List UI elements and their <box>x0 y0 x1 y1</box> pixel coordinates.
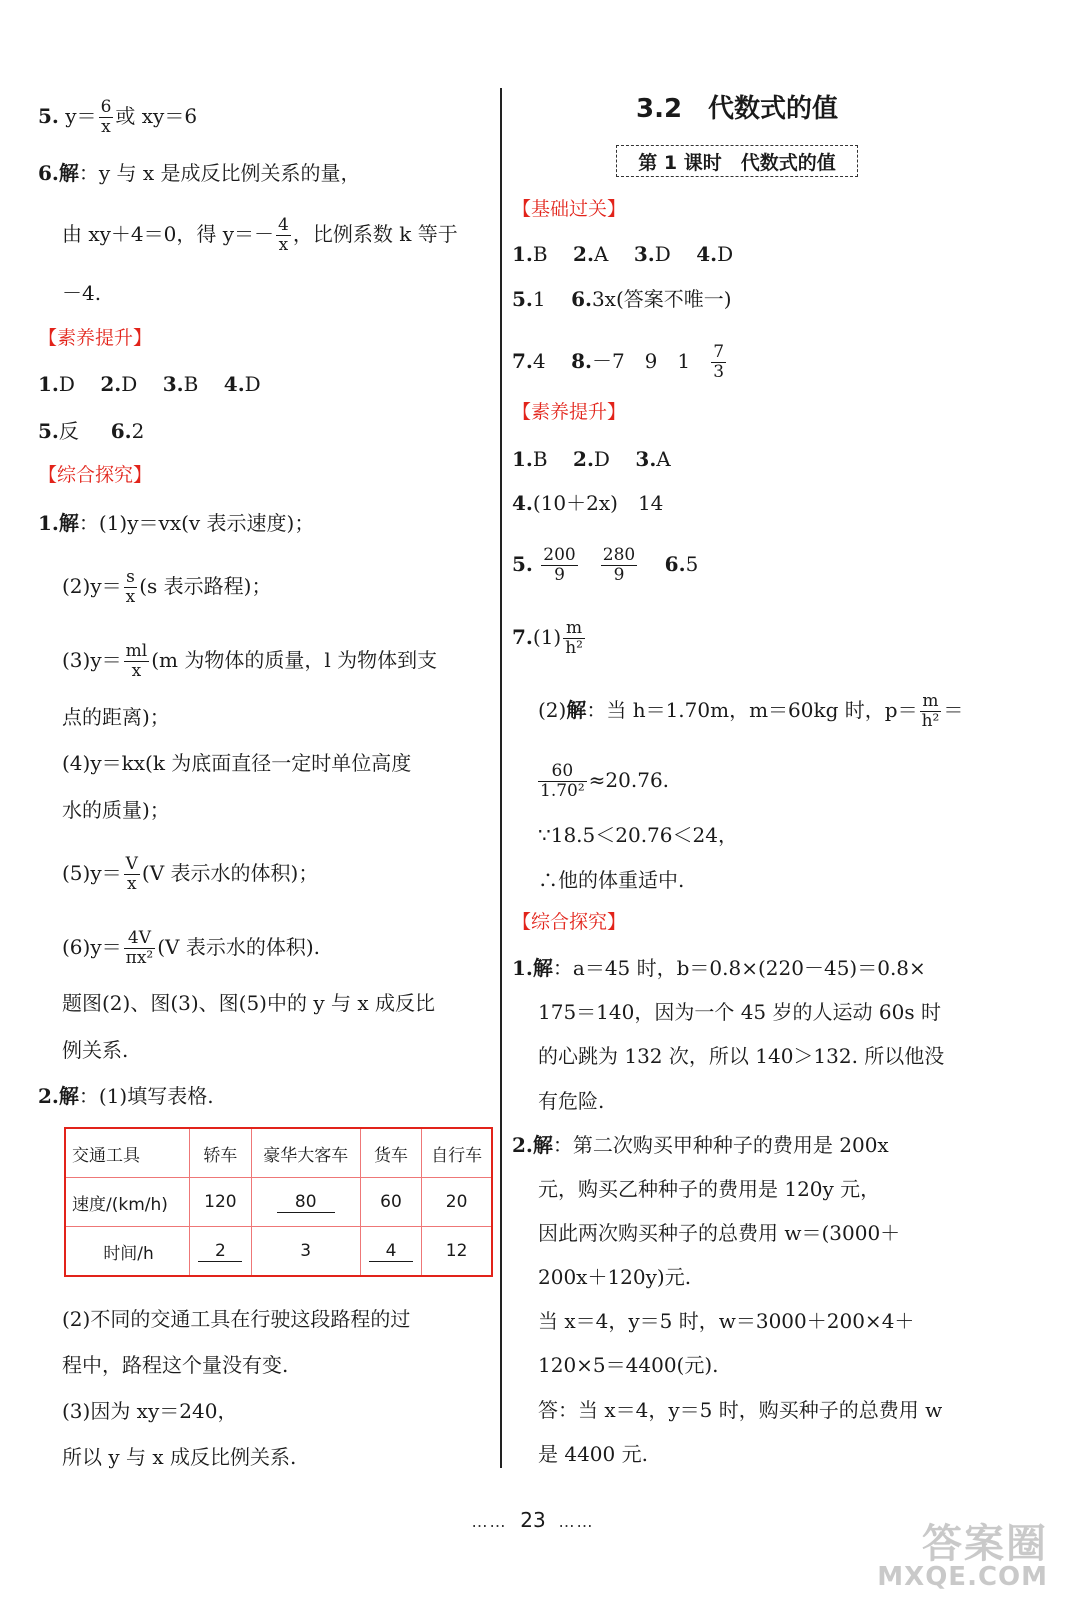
watermark-url: MXQE.COM <box>877 1562 1048 1592</box>
footer-dots: …… <box>558 1512 595 1531</box>
z1-line-5: (5)y＝ $\frac{V}{x}$ (V 表示水的体积)； <box>62 854 319 894</box>
answer-7-line-5: ∴他的体重适中. <box>538 868 685 892</box>
table-row <box>65 1227 492 1277</box>
table-cell: 速度/(km/h) <box>65 1178 190 1227</box>
fraction: $\frac{m}{\text{h²}}$ <box>921 691 940 731</box>
page-number: 23 <box>520 1508 546 1532</box>
z2-line-2: (2)不同的交通工具在行驶这段路程的过 <box>62 1307 411 1331</box>
answer-row: 5. $\frac{200}{9}$ $\frac{280}{9}$ 6.5 <box>512 545 699 585</box>
answer-row: 5.1 6.3x(答案不唯一) <box>512 287 732 311</box>
answer-row: 1.B 2.A 3.D 4.D <box>512 242 734 266</box>
table-header-cell: 豪华大客车 <box>251 1128 360 1178</box>
answer-7-line-4: ∵18.5＜20.76＜24， <box>538 823 738 847</box>
fraction: $\frac{200}{9}$ <box>543 545 576 585</box>
answer-row: 7.4 8.－7 9 1 $\frac{7}{3}$ <box>512 342 725 382</box>
table-cell: 3 <box>251 1227 360 1277</box>
table-cell: 120 <box>190 1178 252 1227</box>
section-header-zonghe: 【综合探究】 <box>38 464 153 486</box>
answer-7-line-1: 7.(1) $\frac{m}{\text{h²}}$ <box>512 618 583 658</box>
table-header-cell: 货车 <box>360 1128 422 1178</box>
rz1-line-3: 的心跳为 132 次，所以 140＞132. 所以他没 <box>538 1044 945 1068</box>
rz2-line-7: 答：当 x＝4，y＝5 时，购买种子的总费用 w <box>538 1398 943 1422</box>
answer-row: 4.(10＋2x) 14 <box>512 491 664 515</box>
table-header-cell: 轿车 <box>190 1128 252 1178</box>
answer-6-line-1: 6.解：y 与 x 是成反比例关系的量， <box>38 161 361 185</box>
rz2-line-3: 因此两次购买种子的总费用 w＝(3000＋ <box>538 1221 901 1245</box>
table-row <box>65 1128 492 1178</box>
rz2-line-8: 是 4400 元. <box>538 1442 648 1466</box>
section-header-suyang: 【素养提升】 <box>512 401 627 423</box>
rz1-line-4: 有危险. <box>538 1089 605 1113</box>
z1-line-3b: 点的距离)； <box>62 705 170 729</box>
rz2-line-1: 2.解：第二次购买甲种种子的费用是 200x <box>512 1133 889 1157</box>
rz2-line-5: 当 x＝4，y＝5 时，w＝3000＋200×4＋ <box>538 1309 915 1333</box>
section-header-zonghe: 【综合探究】 <box>512 911 627 933</box>
section-header-suyang: 【素养提升】 <box>38 327 153 349</box>
z1-line-4b: 水的质量)； <box>62 798 170 822</box>
answer-row: 1.B 2.D 3.A <box>512 447 671 471</box>
column-divider <box>500 88 502 1468</box>
table-row <box>65 1178 492 1227</box>
table-cell: 80 <box>251 1178 360 1227</box>
rz2-line-2: 元，购买乙种种子的费用是 120y 元， <box>538 1177 881 1201</box>
fraction: $\frac{m}{\text{h²}}$ <box>565 618 583 658</box>
table-cell: 2 <box>190 1227 252 1277</box>
z1-line-2: (2)y＝ $\frac{s}{x}$ (s 表示路程)； <box>62 567 272 607</box>
table-header-cell: 自行车 <box>422 1128 492 1178</box>
answer-6-line-3: －4. <box>62 281 102 305</box>
rz2-line-6: 120×5＝4400(元). <box>538 1353 719 1377</box>
z1-line-1: 1.解：(1)y＝vx(v 表示速度)； <box>38 511 315 535</box>
fraction: $\frac{V}{x}$ <box>125 854 138 894</box>
table-cell: 20 <box>422 1178 492 1227</box>
table-cell: 4 <box>360 1227 422 1277</box>
answer-row: 1.D 2.D 3.B 4.D <box>38 372 261 396</box>
fraction: $\frac{60}{\text{1.70²}}$ <box>540 761 585 801</box>
table-header-cell: 交通工具 <box>65 1128 190 1178</box>
fraction: $\frac{7}{3}$ <box>713 342 725 382</box>
z1-line-4: (4)y＝kx(k 为底面直径一定时单位高度 <box>62 751 412 775</box>
fraction: $\frac{4V}{\text{πx²}}$ <box>125 928 154 968</box>
watermark-logo <box>868 1512 1048 1592</box>
z2-line-1: 2.解：(1)填写表格. <box>38 1084 214 1108</box>
footer-dots: …… <box>471 1512 508 1531</box>
rz1-line-1: 1.解：a＝45 时，b＝0.8×(220－45)＝0.8× <box>512 956 926 980</box>
rz2-line-4: 200x＋120y)元. <box>538 1265 692 1289</box>
z2-line-4: (3)因为 xy＝240， <box>62 1399 238 1423</box>
answer-7-line-3: $\frac{60}{\text{1.70²}}$ ≈20.76. <box>540 761 670 801</box>
z1-conclusion-2: 例关系. <box>62 1038 129 1062</box>
section-header-jichu: 【基础过关】 <box>512 198 627 220</box>
fraction: $\frac{280}{9}$ <box>602 545 636 585</box>
table-cell: 12 <box>422 1227 492 1277</box>
z1-conclusion-1: 题图(2)、图(3)、图(5)中的 y 与 x 成反比 <box>62 991 435 1015</box>
fraction: $\frac{s}{x}$ <box>125 567 136 607</box>
fraction: $\frac{6}{x}$ <box>100 97 112 137</box>
z1-line-6: (6)y＝ $\frac{4V}{\text{πx²}}$ (V 表示水的体积). <box>62 928 320 968</box>
answer-5: 5. y＝ $\frac{6}{x}$ 或 xy＝6 <box>38 97 198 137</box>
fraction: $\frac{4}{x}$ <box>278 215 289 255</box>
rz1-line-2: 175＝140，因为一个 45 岁的人运动 60s 时 <box>538 1000 941 1024</box>
vehicle-table <box>64 1127 493 1277</box>
answer-row: 5.反 6.2 <box>38 419 145 443</box>
lesson-title: 第 1 课时 代数式的值 <box>616 145 858 177</box>
z2-line-5: 所以 y 与 x 成反比例关系. <box>62 1445 297 1469</box>
watermark-text: 答案圈 <box>922 1521 1048 1567</box>
z1-line-3: (3)y＝ $\frac{ml}{x}$ (m 为物体的质量，l 为物体到支 <box>62 641 438 681</box>
answer-6-line-2: 由 xy＋4＝0，得 y＝－ $\frac{4}{x}$ ，比例系数 k 等于 <box>62 215 458 255</box>
answer-7-line-2: (2)解：当 h＝1.70m，m＝60kg 时，p＝ $\frac{m}{\text{h²}}$ ＝ <box>538 691 964 731</box>
fraction: $\frac{ml}{x}$ <box>125 641 148 681</box>
z2-line-3: 程中，路程这个量没有变. <box>62 1353 289 1377</box>
table-cell: 时间/h <box>65 1227 190 1277</box>
table-cell: 60 <box>360 1178 422 1227</box>
section-title: 3.2 代数式的值 <box>636 94 839 124</box>
